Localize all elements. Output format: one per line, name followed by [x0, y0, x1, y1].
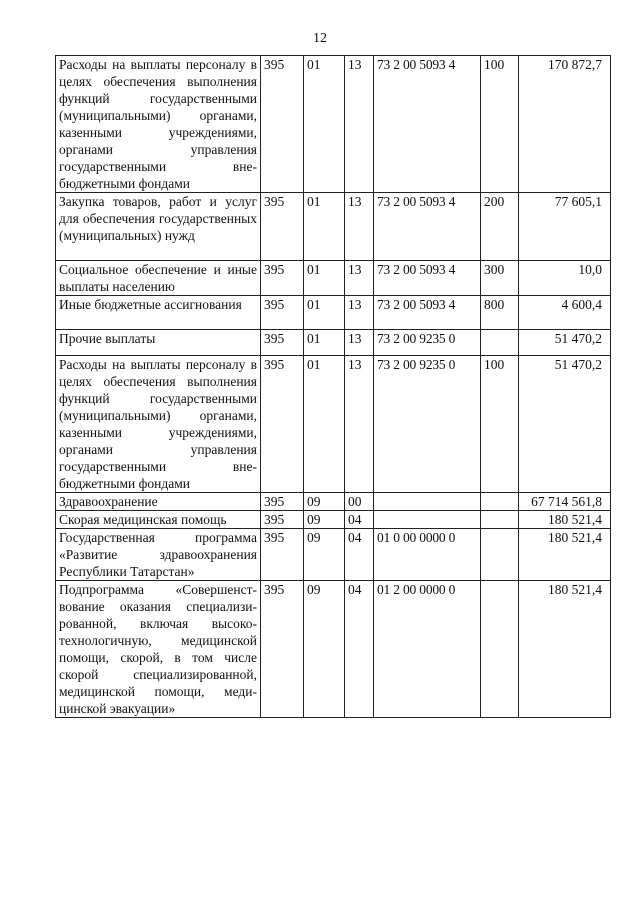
section-code-cell: 01 [304, 56, 345, 193]
amount-cell: 51 470,2 [519, 356, 611, 493]
expense-type-cell [481, 529, 519, 581]
expense-type-cell: 100 [481, 356, 519, 493]
expense-type-cell [481, 493, 519, 511]
department-code-cell: 395 [261, 511, 304, 529]
expense-name-cell: Подпрограмма «Совершенствование оказания специализированной, включая высокотехнологичную, медицинской помощи, скорой, в том числе скорой специализированной, медицинской помощи, медицинской эвакуации» [56, 581, 261, 718]
target-article-cell: 01 2 00 0000 0 [374, 581, 481, 718]
department-code-cell: 395 [261, 356, 304, 493]
subsection-code-cell: 13 [345, 330, 374, 356]
budget-table [55, 55, 611, 718]
department-code-cell: 395 [261, 261, 304, 296]
table-row [56, 511, 611, 529]
subsection-code-cell: 13 [345, 356, 374, 493]
amount-cell: 180 521,4 [519, 581, 611, 718]
target-article-cell: 73 2 00 5093 4 [374, 261, 481, 296]
table-row [56, 56, 611, 193]
amount-cell: 77 605,1 [519, 193, 611, 261]
department-code-cell: 395 [261, 581, 304, 718]
section-code-cell: 09 [304, 529, 345, 581]
expense-type-cell [481, 511, 519, 529]
amount-cell: 4 600,4 [519, 296, 611, 330]
expense-type-cell: 200 [481, 193, 519, 261]
department-code-cell: 395 [261, 330, 304, 356]
expense-type-cell: 300 [481, 261, 519, 296]
amount-cell: 180 521,4 [519, 511, 611, 529]
amount-cell: 51 470,2 [519, 330, 611, 356]
expense-name-cell: Социальное обеспечение и иные выплаты населению [56, 261, 261, 296]
target-article-cell: 73 2 00 5093 4 [374, 193, 481, 261]
target-article-cell: 73 2 00 5093 4 [374, 296, 481, 330]
section-code-cell: 09 [304, 511, 345, 529]
table-row [56, 581, 611, 718]
table-row [56, 356, 611, 493]
target-article-cell [374, 493, 481, 511]
section-code-cell: 09 [304, 493, 345, 511]
target-article-cell [374, 511, 481, 529]
expense-name-cell: Расходы на выплаты персоналу в целях обеспечения выполнения функций государственными (муниципальными) органами, казенными учреждениями, органами управления государственными внебюджетными фондами [56, 56, 261, 193]
table-row [56, 296, 611, 330]
table-row [56, 330, 611, 356]
subsection-code-cell: 04 [345, 581, 374, 718]
department-code-cell: 395 [261, 296, 304, 330]
table-row [56, 493, 611, 511]
section-code-cell: 01 [304, 356, 345, 493]
target-article-cell: 73 2 00 5093 4 [374, 56, 481, 193]
expense-name-cell: Расходы на выплаты персоналу в целях обеспечения выполнения функций государственными (муниципальными) органами, казенными учреждениями, органами управления государственными внебюджетными фондами [56, 356, 261, 493]
table-row [56, 529, 611, 581]
amount-cell: 170 872,7 [519, 56, 611, 193]
expense-type-cell [481, 581, 519, 718]
subsection-code-cell: 13 [345, 296, 374, 330]
section-code-cell: 01 [304, 193, 345, 261]
amount-cell: 67 714 561,8 [519, 493, 611, 511]
table-row [56, 193, 611, 261]
expense-name-cell: Иные бюджетные ассигнования [56, 296, 261, 330]
subsection-code-cell: 13 [345, 261, 374, 296]
subsection-code-cell: 00 [345, 493, 374, 511]
expense-name-cell: Прочие выплаты [56, 330, 261, 356]
subsection-code-cell: 04 [345, 511, 374, 529]
subsection-code-cell: 13 [345, 193, 374, 261]
department-code-cell: 395 [261, 493, 304, 511]
amount-cell: 10,0 [519, 261, 611, 296]
page-number: 12 [313, 31, 327, 46]
expense-type-cell: 800 [481, 296, 519, 330]
subsection-code-cell: 13 [345, 56, 374, 193]
amount-cell: 180 521,4 [519, 529, 611, 581]
target-article-cell: 01 0 00 0000 0 [374, 529, 481, 581]
section-code-cell: 01 [304, 296, 345, 330]
target-article-cell: 73 2 00 9235 0 [374, 330, 481, 356]
section-code-cell: 01 [304, 330, 345, 356]
department-code-cell: 395 [261, 529, 304, 581]
table-row [56, 261, 611, 296]
section-code-cell: 01 [304, 261, 345, 296]
expense-name-cell: Закупка товаров, работ и услуг для обеспечения государственных (муниципальных) нужд [56, 193, 261, 261]
expense-name-cell: Здравоохранение [56, 493, 261, 511]
expense-type-cell [481, 330, 519, 356]
section-code-cell: 09 [304, 581, 345, 718]
expense-type-cell: 100 [481, 56, 519, 193]
subsection-code-cell: 04 [345, 529, 374, 581]
expense-name-cell: Скорая медицинская помощь [56, 511, 261, 529]
department-code-cell: 395 [261, 193, 304, 261]
department-code-cell: 395 [261, 56, 304, 193]
target-article-cell: 73 2 00 9235 0 [374, 356, 481, 493]
expense-name-cell: Государственная программа «Развитие здравоохранения Республики Татарстан» [56, 529, 261, 581]
